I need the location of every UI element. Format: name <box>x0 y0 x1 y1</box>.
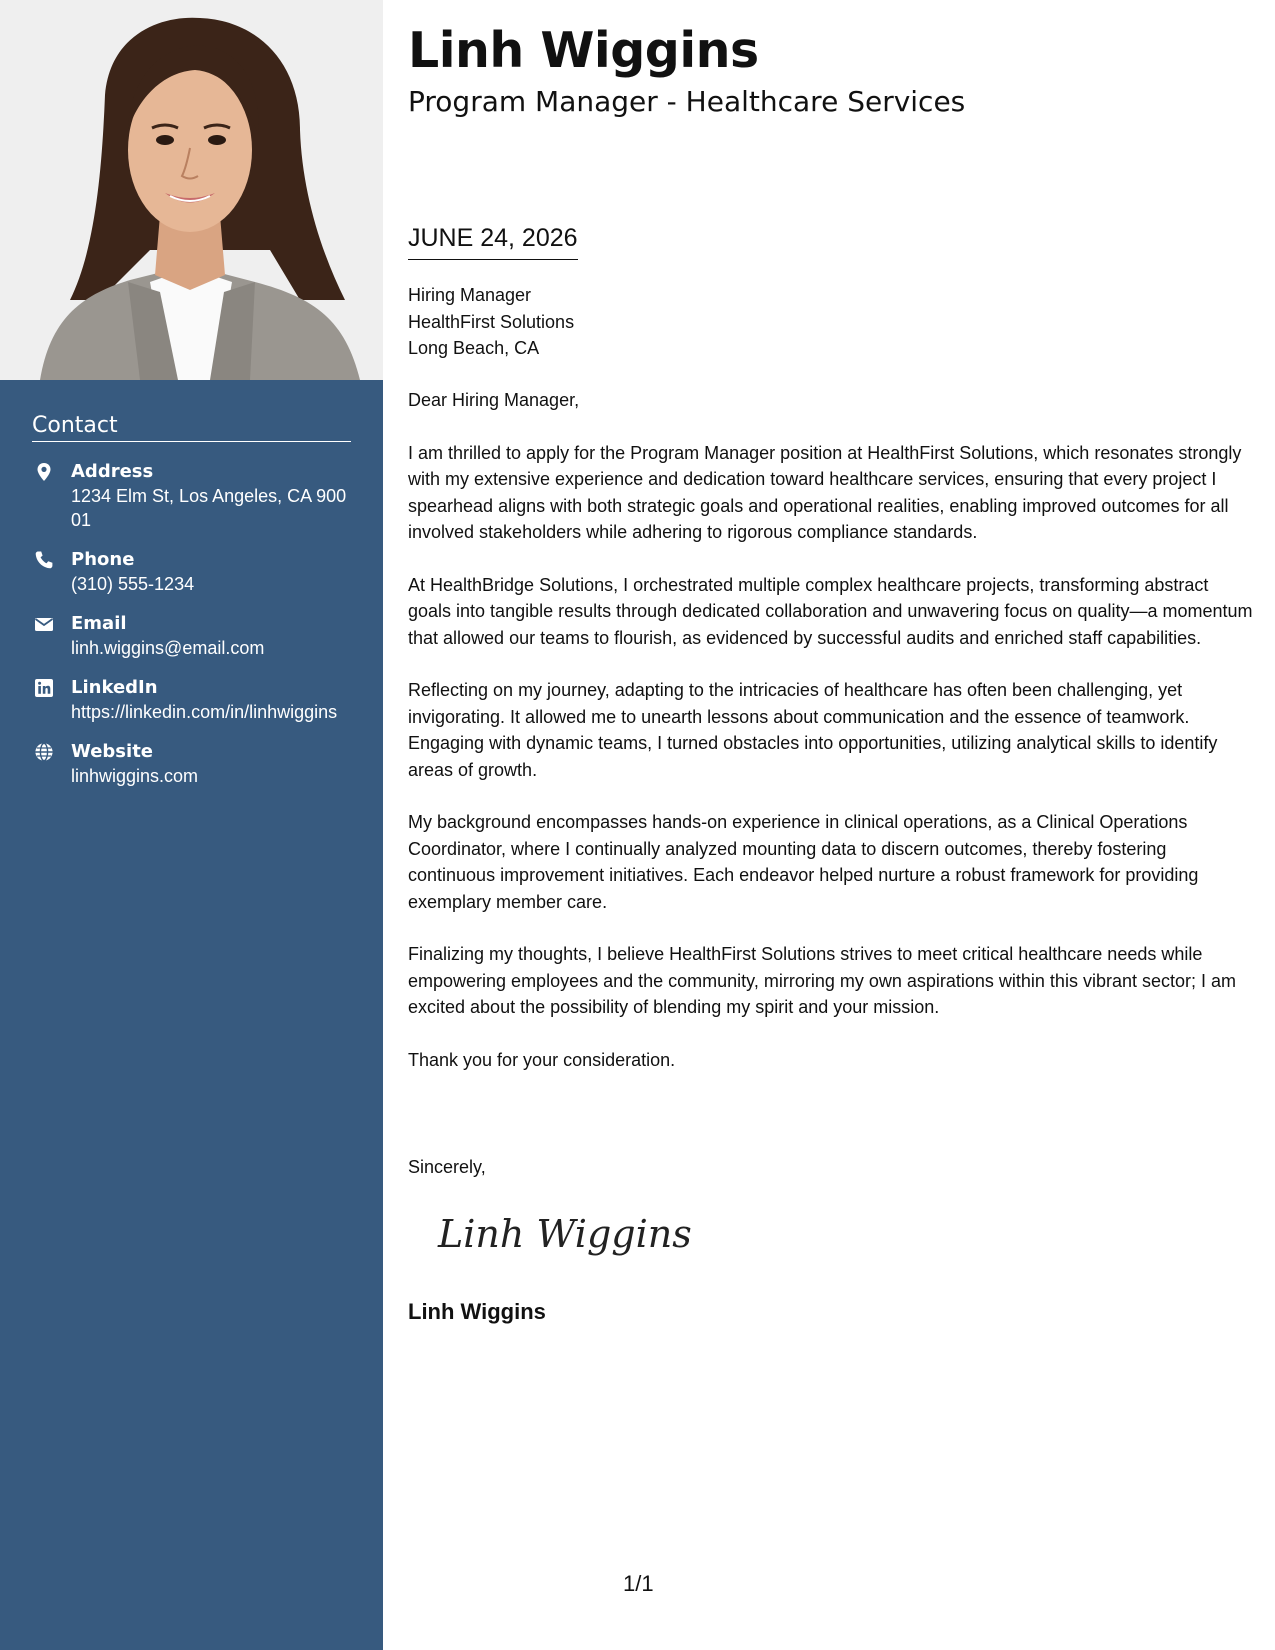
body-paragraph: At HealthBridge Solutions, I orchestrated multiple complex healthcare projects, transforming abstract goals into tangible results through dedicated collaboration and unwavering focus on quality—a momentum that allowed our teams to flourish, as evidenced by successful audits and enriched staff capabilities. <box>408 574 1253 648</box>
salutation: Dear Hiring Manager, <box>408 390 580 410</box>
letter-body <box>408 387 1253 1099</box>
contact-item-website <box>32 740 351 788</box>
globe-icon <box>34 742 54 762</box>
linkedin-icon <box>34 678 54 698</box>
email-value[interactable]: linh.wiggins@email.com <box>71 638 265 658</box>
sidebar <box>0 0 383 1650</box>
recipient-company: HealthFirst Solutions <box>408 311 575 332</box>
contact-label: Website <box>71 741 154 762</box>
envelope-icon <box>34 614 54 634</box>
map-pin-icon <box>34 462 54 482</box>
contact-label: Phone <box>71 549 135 570</box>
contact-item-address <box>32 460 351 532</box>
applicant-name: Linh Wiggins <box>408 22 759 79</box>
recipient-block <box>408 282 574 362</box>
phone-icon <box>34 550 54 570</box>
body-paragraph: Finalizing my thoughts, I believe HealthFirst Solutions strives to meet critical healthcare needs while empowering employees and the community, mirroring my own aspirations within this vibrant sector; I am excited about the possibility of blending my spirit and your mission. <box>408 944 1236 1017</box>
job-title: Program Manager - Healthcare Services <box>408 85 966 118</box>
phone-value: (310) 555-1234 <box>71 574 195 594</box>
recipient-location: Long Beach, CA <box>408 338 540 358</box>
handwritten-signature <box>432 1205 692 1265</box>
thank-you-paragraph: Thank you for your consideration. <box>408 1049 676 1070</box>
contact-label: LinkedIn <box>71 677 158 698</box>
contact-label: Address <box>71 461 154 482</box>
closing: Sincerely, <box>408 1157 486 1177</box>
body-paragraph: Reflecting on my journey, adapting to the intricacies of healthcare has often been challenging, yet invigorating. It allowed me to unearth lessons about communication and the essence of teamwork. Engaging with dynamic teams, I turned obstacles into opportunities, utilizing analytical skills to identify areas of growth. <box>408 680 1218 780</box>
contact-section <box>32 413 351 804</box>
signer-name: Linh Wiggins <box>408 1299 546 1324</box>
recipient-name: Hiring Manager <box>408 285 532 305</box>
contact-label: Email <box>71 613 127 634</box>
portrait-photo <box>0 0 383 380</box>
body-paragraph: My background encompasses hands-on experience in clinical operations, as a Clinical Operations Coordinator, where I continually analyzed mounting data to discern outcomes, thereby fostering continuous improvement initiatives. Each endeavor helped nurture a robust framework for providing exemplary member care. <box>408 812 1199 912</box>
letter-date: JUNE 24, 2026 <box>408 222 578 260</box>
profile-photo <box>0 0 383 380</box>
linkedin-value[interactable]: https://linkedin.com/in/linhwiggins <box>71 702 338 722</box>
signature-text: Linh Wiggins <box>438 1212 692 1256</box>
contact-item-email <box>32 612 351 660</box>
contact-list <box>32 460 351 788</box>
contact-heading: Contact <box>32 413 351 442</box>
contact-item-phone <box>32 548 351 596</box>
page-number: 1/1 <box>623 1571 654 1596</box>
contact-item-linkedin <box>32 676 351 724</box>
body-paragraph: I am thrilled to apply for the Program Manager position at HealthFirst Solutions, which resonates strongly with my extensive experience and dedication toward healthcare services, ensuring that every project I spearhead aligns with both strategic goals and operational realities, enabling improved outcomes for all involved stakeholders while adhering to rigorous compliance standards. <box>408 442 1242 542</box>
website-value[interactable]: linhwiggins.com <box>71 766 199 786</box>
address-value: 1234 Elm St, Los Angeles, CA 90001 <box>71 486 347 530</box>
